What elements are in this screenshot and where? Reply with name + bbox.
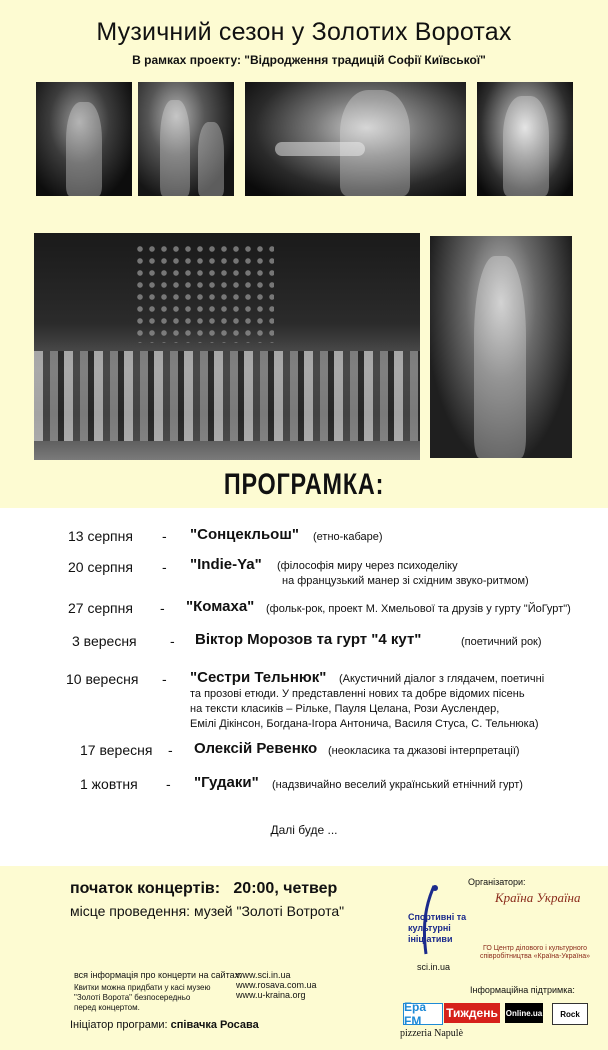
kraina-subtitle: ГО Центр ділового і культурного співробітництва «Країна-Україна» [480, 945, 590, 960]
venue-name: музей "Золоті Вотрота" [193, 903, 345, 919]
program-desc: на тексти класиків – Рільке, Пауля Целана, Рози Ауслендер, [190, 703, 500, 715]
program-date: 27 серпня [68, 600, 133, 616]
program-artist: "Гудаки" [194, 774, 259, 791]
sci-logo-line: Спортивні та [408, 912, 467, 922]
media-logo-era-fm: Ера FM [403, 1003, 443, 1025]
program-dash: - [160, 600, 165, 616]
program-artist: Віктор Морозов та гурт "4 кут" [195, 631, 422, 648]
program-dash: - [162, 528, 167, 544]
program-date: 1 жовтня [80, 776, 138, 792]
poster-subtitle: В рамках проекту: "Відродження традицій Софії Київської" [132, 53, 486, 67]
program-artist: "Indie-Ya" [190, 556, 262, 573]
to-be-continued: Далі буде ... [270, 823, 338, 837]
sci-logo-line: ініціативи [408, 934, 453, 944]
program-date: 3 вересня [72, 633, 137, 649]
sci-url[interactable]: sci.in.ua [417, 962, 451, 972]
sci-logo-text [408, 912, 466, 945]
media-logo-online: Online.ua [505, 1003, 543, 1023]
concert-start [70, 880, 337, 898]
tickets-line: Квитки можна придбати у касі музею [74, 983, 211, 992]
program-date: 20 серпня [68, 559, 133, 575]
program-desc: на французький манер зі східним звуко-ритмом) [282, 575, 529, 587]
programka-heading: ПРОГРАМКА: [223, 468, 385, 501]
program-dash: - [168, 742, 173, 758]
program-dash: - [162, 559, 167, 575]
program-desc: (поетичний рок) [461, 636, 542, 648]
program-desc: (неокласика та джазові інтерпретації) [328, 745, 520, 757]
photo-singer-guitar [430, 236, 572, 458]
program-desc: (етно-кабаре) [313, 531, 383, 543]
sci-logo-line: культурні [408, 923, 451, 933]
photo-trumpeter [245, 82, 466, 196]
site-link[interactable]: www.rosava.com.ua [236, 980, 317, 990]
start-time: 20:00, четвер [233, 880, 338, 897]
tickets-line: "Золоті Ворота" безпосередньо [74, 993, 191, 1002]
photo-singer-with-band [138, 82, 234, 196]
program-date: 17 вересня [80, 742, 153, 758]
program-desc: (Акустичний діалог з глядачем, поетичні [339, 673, 545, 685]
program-initiator [70, 1019, 259, 1031]
sites-label: вся інформація про концерти на сайтах: [74, 970, 242, 980]
program-desc: Емілі Дікінсон, Богдана-Ігора Антонича, Василя Стуса, С. Тельнюка) [190, 718, 539, 730]
program-dash: - [166, 776, 171, 792]
media-logo-tyzhden: Тиждень [444, 1003, 500, 1023]
program-artist: Олексій Ревенко [194, 740, 318, 757]
kraina-logo: Країна Україна [495, 890, 581, 905]
program-desc: та прозові етюди. У представленні нових та добре відомих пісень [190, 688, 525, 700]
program-dash: - [170, 633, 175, 649]
site-link[interactable]: www.sci.in.ua [236, 970, 291, 980]
start-label: початок концертів: [70, 880, 221, 897]
tickets-line: перед концертом. [74, 1003, 140, 1012]
organizers-label: Організатори: [468, 877, 526, 887]
site-link[interactable]: www.u-kraina.org [236, 990, 306, 1000]
initiator-label: Ініціатор програми: [70, 1019, 168, 1031]
initiator-name: співачка Росава [170, 1019, 259, 1031]
media-logo-rock: Rock [552, 1003, 588, 1025]
program-desc: (фольк-рок, проект М. Хмельової та друзів у гурту "ЙоГурт") [266, 603, 571, 615]
program-dash: - [162, 671, 167, 687]
program-desc: (філософія миру через психоделіку [277, 560, 458, 572]
program-artist: "Сонцекльош" [190, 526, 299, 543]
photo-audience [34, 233, 420, 460]
program-date: 13 серпня [68, 528, 133, 544]
pizzeria-logo: pizzeria Napulè [400, 1028, 464, 1039]
program-date: 10 вересня [66, 671, 139, 687]
venue-label: місце проведення: [70, 903, 191, 919]
program-artist: "Сестри Тельнюк" [190, 669, 327, 686]
program-desc: (надзвичайно веселий український етнічний гурт) [272, 779, 523, 791]
poster-title: Музичний сезон у Золотих Воротах [96, 18, 512, 46]
concert-venue [70, 903, 344, 919]
info-support-label: Інформаційна підтримка: [470, 985, 575, 995]
photo-violinist [36, 82, 132, 196]
program-artist: "Комаха" [186, 598, 255, 615]
photo-female-singer [477, 82, 573, 196]
